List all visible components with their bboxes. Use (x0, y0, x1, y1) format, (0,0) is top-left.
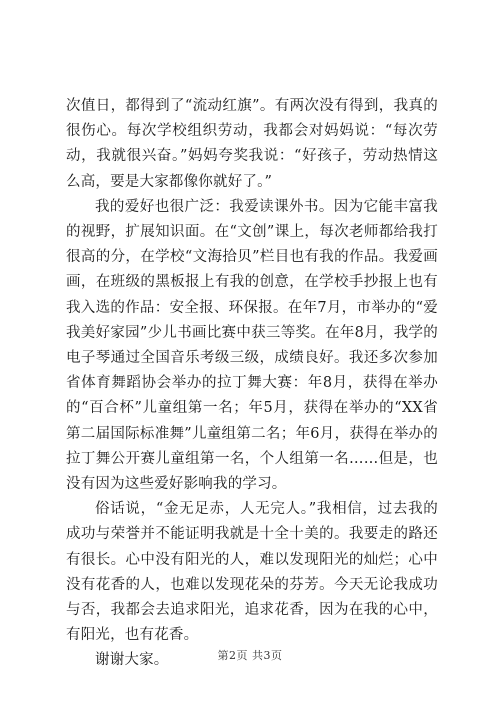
paragraph-thanks: 谢谢大家。 (95, 652, 169, 669)
document-body (66, 94, 438, 674)
paragraph-hobbies: 我的爱好也很广泛：我爱读课外书。因为它能丰富我的视野，扩展知识面。在“文创”课上，每次老师都给我打很高的分，在学校“文海拾贝”栏目也有我的作品。我爱画画，在班级的黑板报上有我的创意，在学校手抄报上也有我入选的作品：安全报、环保报。在年7月，市举办的“爱我美好家园”少儿书画比赛中获三等奖。在年8月，我学的电子琴通过全国音乐考级三级，成绩良好。我还多次参加省体育舞蹈协会举办的拉丁舞大赛：年8月，获得在举办的“百合杯”儿童组第一名；年5月，获得在举办的“XX省第二届国际标准舞”儿童组第二名；年6月，获得在举办的拉丁舞公开赛儿童组第一名，个人组第一名……但是，也没有因为这些爱好影响我的学习。 (66, 198, 438, 493)
paragraph-labor-duty: 次值日，都得到了“流动红旗”。有两次没有得到，我真的很伤心。每次学校组织劳动，我都会对妈妈说：“每次劳动，我就很兴奋。”妈妈夸奖我说：“好孩子，劳动热情这么高，要是大家都像你就好了。” (66, 98, 438, 190)
paragraph-proverb: 俗话说，“金无足赤，人无完人。”我相信，过去我的成功与荣誉并不能证明我就是十全十美的。我要走的路还有很长。心中没有阳光的人，难以发现阳光的灿烂；心中没有花香的人，也难以发现花朵的芬芳。今天无论我成功与否，我都会去追求阳光，追求花香，因为在我的心中，有阳光，也有花香。 (66, 501, 438, 644)
page-number-footer: 第2页 共3页 (217, 649, 283, 662)
